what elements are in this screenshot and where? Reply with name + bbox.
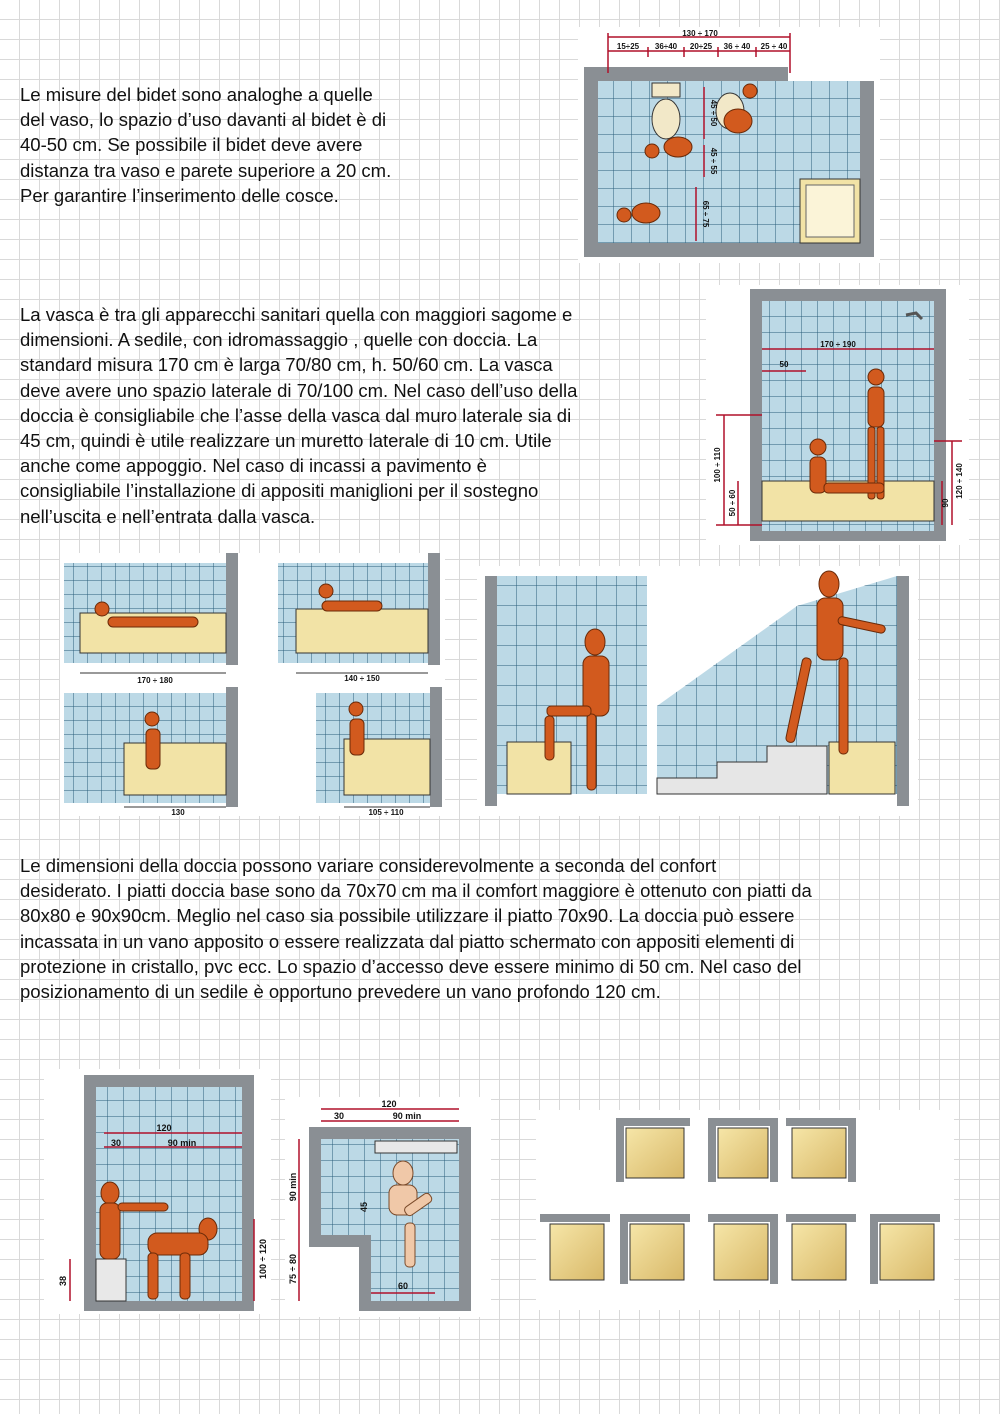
dim-label: 130 ÷ 170 [682, 29, 718, 38]
dim-label: 65 ÷ 75 [701, 200, 710, 228]
tub-shower-section-figure [706, 285, 969, 545]
shower-plan-figure [285, 1097, 491, 1317]
dim-label: 15÷25 [616, 42, 640, 51]
text-line: desiderato. I piatti doccia base sono da 70x70 cm ma il comfort maggiore è ottenuto con piatti da [20, 880, 812, 902]
dim-label: 90 min [288, 1172, 298, 1202]
shower-tray [870, 1214, 940, 1284]
dim-label: 50 ÷ 60 [728, 489, 737, 517]
text-line: Le dimensioni della doccia possono variare considerevolmente a seconda del confort [20, 855, 717, 876]
text-line: 40-50 cm. Se possibile il bidet deve avere [20, 134, 363, 156]
dim-label: 90 min [392, 1111, 422, 1121]
shower-trays-figure [536, 1110, 954, 1310]
text-line: doccia è consigliabile che l’asse della vasca dal muro laterale sia di [20, 404, 572, 426]
text-line: La vasca è tra gli apparecchi sanitari quella con maggiori sagome e [20, 304, 573, 325]
dim-label: 120 [156, 1123, 172, 1133]
dim-label: 60 [397, 1281, 409, 1291]
dim-label: 105 ÷ 110 [368, 808, 404, 816]
text-line: anche come appoggio. Nel caso di incassi a pavimento è [20, 455, 487, 477]
text-line: Per garantire l’inserimento delle cosce. [20, 184, 339, 206]
shower-tray [616, 1118, 690, 1182]
text-line: protezione in cristallo, pvc ecc. Lo spazio d’accesso deve essere minimo di 50 cm. Nel caso del [20, 955, 802, 977]
dim-label: 45 ÷ 50 [709, 99, 718, 127]
text-line: 80x80 e 90x90cm. Meglio nel caso sia possibile utilizzare il piatto 70x90. La doccia può essere [20, 905, 795, 927]
dim-label: 38 [58, 1275, 68, 1287]
dim-label: 130 [171, 808, 185, 816]
shower-tray [708, 1214, 778, 1284]
tub-panel [64, 553, 238, 673]
shower-tray [540, 1214, 610, 1280]
text-line: dimensioni. A sedile, con idromassaggio , quelle con doccia. La [20, 329, 538, 351]
shower-section-figure [44, 1069, 271, 1314]
dim-label: 100 ÷ 110 [713, 447, 722, 483]
text-line: standard misura 170 cm è larga 70/80 cm, h. 50/60 cm. La vasca [20, 354, 553, 376]
dim-label: 170 ÷ 190 [820, 340, 856, 349]
text-line: del vaso, lo spazio d’uso davanti al bidet è di [20, 109, 387, 131]
dim-label: 45 [359, 1201, 369, 1213]
tub-panel [316, 687, 442, 807]
text-line: Le misure del bidet sono analoghe a quelle [20, 84, 373, 105]
dim-label: 45 ÷ 55 [709, 147, 718, 175]
shower-tray [786, 1118, 856, 1182]
dim-label: 36 ÷ 40 [723, 42, 751, 51]
dim-label: 120 [381, 1099, 397, 1109]
dim-label: 36÷40 [654, 42, 678, 51]
doccia-paragraph [20, 853, 812, 1004]
text-line: distanza tra vaso e parete superiore a 20 cm. [20, 159, 392, 181]
tub-panel [64, 687, 238, 807]
tub-panel [278, 553, 440, 673]
dim-label: 20÷25 [689, 42, 713, 51]
shower-tray [786, 1214, 856, 1280]
text-line: nell’uscita e nell’entrata dalla vasca. [20, 505, 316, 527]
bidet-plan-figure [578, 27, 880, 263]
vasca-paragraph [20, 302, 577, 529]
dim-label: 90 [941, 498, 950, 508]
dim-label: 100 ÷ 120 [258, 1239, 268, 1279]
text-line: deve avere uno spazio laterale di 70/100 cm. Nel caso dell’uso della [20, 379, 578, 401]
dim-label: 170 ÷ 180 [137, 676, 173, 685]
dim-label: 25 ÷ 40 [760, 42, 788, 51]
bidet-paragraph [20, 82, 391, 208]
dim-label: 50 [779, 360, 789, 369]
shower-tray [708, 1118, 778, 1182]
text-line: posizionamento di un sedile è opportuno prevedere un vano profondo 120 cm. [20, 981, 661, 1003]
text-line: incassata in un vano apposito o essere realizzata dal piatto schermato con appositi elementi di [20, 930, 795, 952]
tub-entry-figure [477, 566, 918, 816]
dim-label: 75 ÷ 80 [288, 1254, 298, 1284]
text-line: consigliabile l’installazione di appositi maniglioni per il sostegno [20, 480, 539, 502]
dim-label: 90 min [167, 1138, 197, 1148]
dim-label: 140 ÷ 150 [344, 674, 380, 683]
tub-sizes-figure [60, 553, 445, 816]
dim-label: 120 ÷ 140 [955, 463, 964, 499]
dim-label: 30 [110, 1138, 122, 1148]
text-line: 45 cm, quindi è utile realizzare un muretto laterale di 10 cm. Utile [20, 430, 552, 452]
dim-label: 30 [333, 1111, 345, 1121]
shower-tray [620, 1214, 690, 1284]
